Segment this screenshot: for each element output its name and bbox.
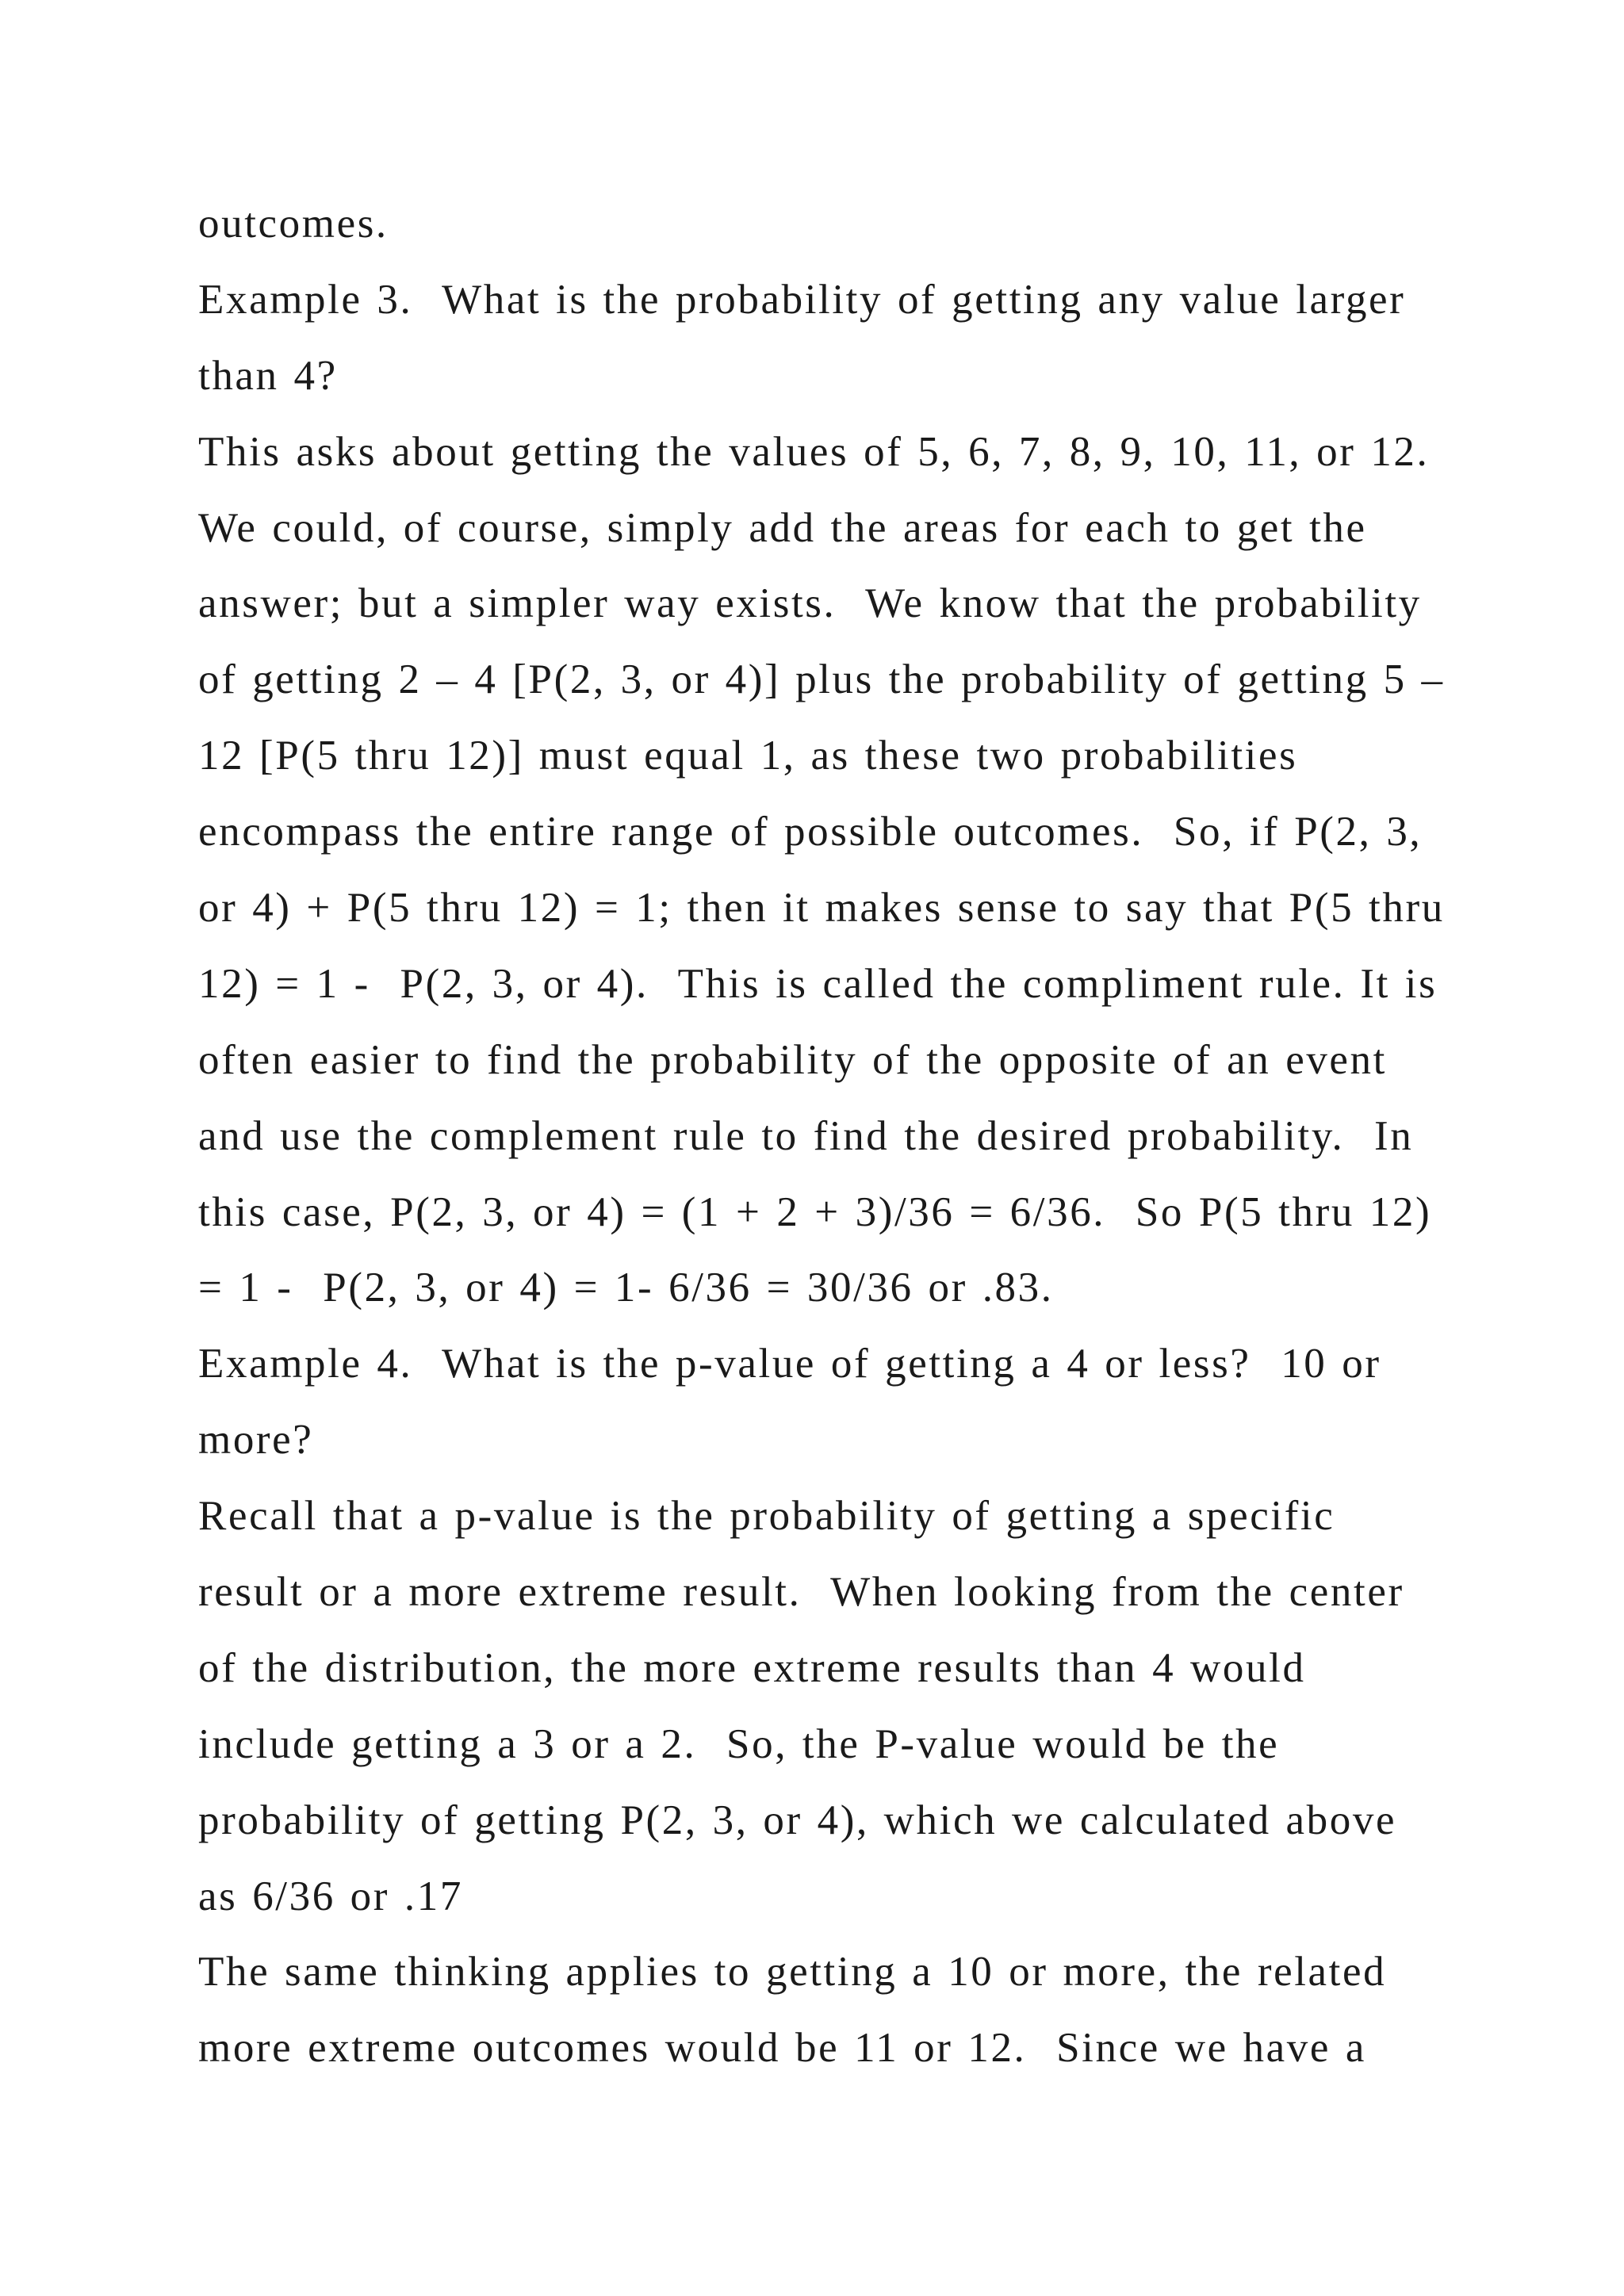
text-line-13: and use the complement rule to find the desired probability. In [198,1112,1414,1159]
text-line-20: of the distribution, the more extreme results than 4 would [198,1644,1306,1691]
text-line-3: than 4? [198,352,338,399]
text-line-16: Example 4. What is the p-value of getting a 4 or less? 10 or [198,1341,1381,1387]
text-line-7: of getting 2 – 4 [P(2, 3, or 4)] plus the probability of getting 5 – [198,656,1445,703]
text-line-11: 12) = 1 - P(2, 3, or 4). This is called the compliment rule. It is [198,960,1438,1007]
text-line-9: encompass the entire range of possible outcomes. So, if P(2, 3, [198,809,1423,855]
text-line-24: The same thinking applies to getting a 10 or more, the related [198,1949,1387,1996]
text-line-8: 12 [P(5 thru 12)] must equal 1, as these two probabilities [198,733,1298,779]
text-line-2: Example 3. What is the probability of getting any value larger [198,276,1406,323]
text-line-14: this case, P(2, 3, or 4) = (1 + 2 + 3)/36 = 6/36. So P(5 thru 12) [198,1188,1432,1235]
text-line-4: This asks about getting the values of 5, 6, 7, 8, 9, 10, 11, or 12. [198,428,1430,475]
text-line-21: include getting a 3 or a 2. So, the P-value would be the [198,1720,1280,1767]
text-line-22: probability of getting P(2, 3, or 4), which we calculated above [198,1797,1397,1843]
text-line-15: = 1 - P(2, 3, or 4) = 1- 6/36 = 30/36 or .83. [198,1265,1054,1311]
text-line-19: result or a more extreme result. When looking from the center [198,1569,1404,1616]
text-line-6: answer; but a simpler way exists. We know that the probability [198,580,1422,627]
text-line-18: Recall that a p-value is the probability of getting a specific [198,1493,1335,1540]
text-line-10: or 4) + P(5 thru 12) = 1; then it makes sense to say that P(5 thru [198,885,1445,932]
body-text [198,195,1546,2095]
text-line-23: as 6/36 or .17 [198,1873,463,1919]
text-line-12: often easier to find the probability of the opposite of an event [198,1036,1387,1083]
text-line-1: outcomes. [198,201,389,247]
text-line-5: We could, of course, simply add the areas for each to get the [198,504,1367,551]
text-line-17: more? [198,1417,314,1464]
text-line-25: more extreme outcomes would be 11 or 12. Since we have a [198,2025,1366,2072]
